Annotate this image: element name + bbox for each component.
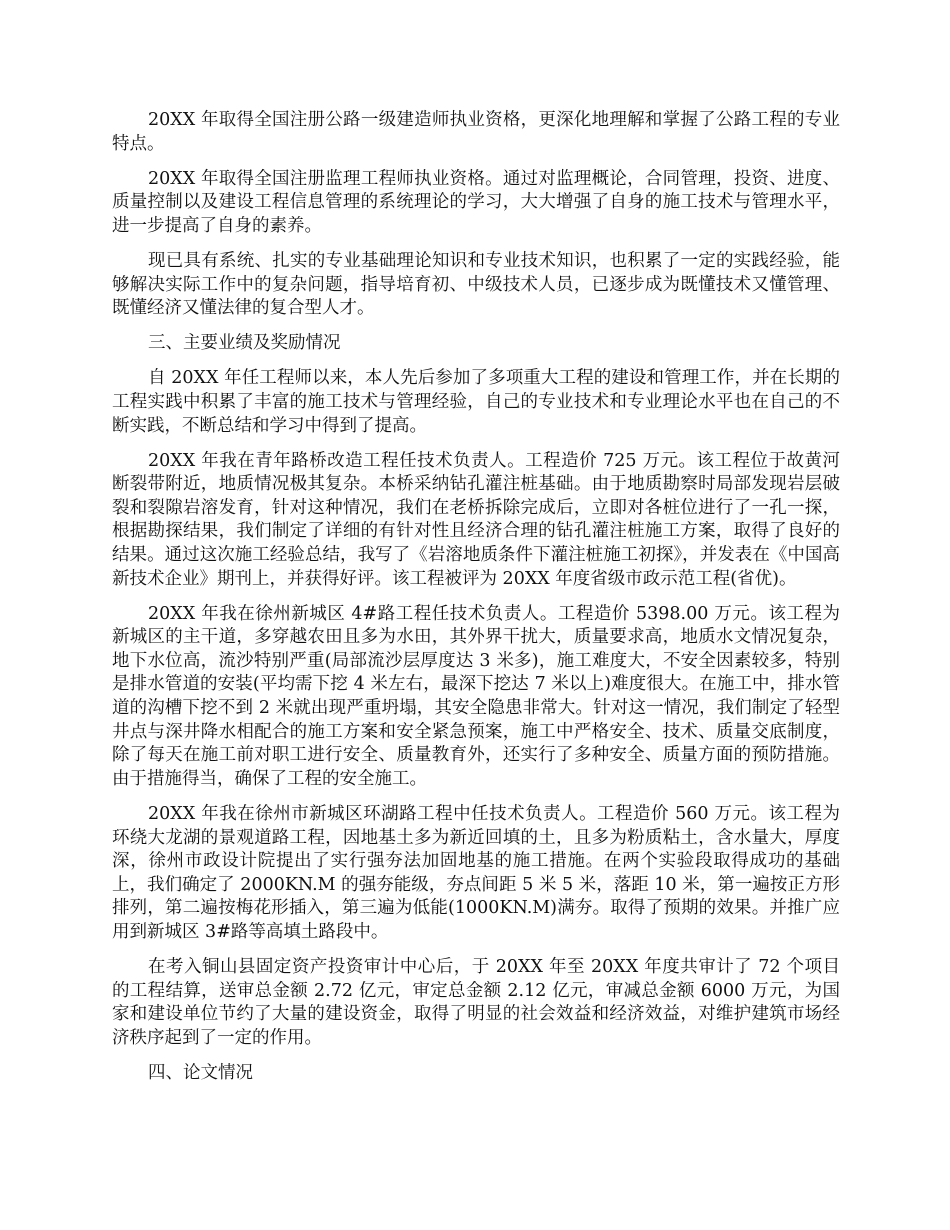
section-heading-achievements: 三、主要业绩及奖励情况: [148, 333, 341, 354]
paragraph-supervision-qualification: 20XX 年取得全国注册监理工程师执业资格。通过对监理概论，合同管理，投资、进度、质量控制以及建设工程信息管理的系统理论的学习，大大增强了自身的施工技术与管理水平，进一步提高了自身的素养。: [112, 168, 840, 236]
document-body: [112, 109, 840, 1097]
paragraph-expertise-summary: 现已具有系统、扎实的专业基础理论知识和专业技术知识，也积累了一定的实践经验，能够解决实际工作中的复杂问题，指导培育初、中级技术人员，已逐步成为既懂技术又懂管理、既懂经济又懂法律的复合型人才。: [112, 250, 840, 319]
paragraph-audit-work: 在考入铜山县固定资产投资审计中心后，于 20XX 年至 20XX 年度共审计了 72 个项目的工程结算，送审总金额 2.72 亿元，审定总金额 2.12 亿元，审减总金额 6000 万元，为国家和建设单位节约了大量的建设资金，取得了明显的社会效益和经济效益，对维护建筑市场经济秩序起到了一定的作用。: [112, 957, 840, 1048]
paragraph-lake-road-project: 20XX 年我在徐州市新城区环湖路工程中任技术负责人。工程造价 560 万元。该工程为环绕大龙湖的景观道路工程，因地基土多为新近回填的土，且多为粉质粘土，含水量大，厚度深，徐州市政设计院提出了实行强夯法加固地基的施工措施。在两个实验段取得成功的基础上，我们确定了 2000KN.M 的强夯能级，夯点间距 5 米 5 米，落距 10 米，第一遍按正方形排列，第二遍按梅花形插入，第三遍为低能(1000KN.M)满夯。取得了预期的效果。并推广应用到新城区 3#路等高填土路段中。: [112, 803, 840, 942]
section-heading-papers: 四、论文情况: [148, 1062, 253, 1083]
paragraph-career-intro: 自 20XX 年任工程师以来，本人先后参加了多项重大工程的建设和管理工作，并在长期的工程实践中积累了丰富的施工技术与管理经验，自己的专业技术和专业理论水平也在自己的不断实践，不断总结和学习中得到了提高。: [112, 368, 840, 436]
paragraph-highway-qualification: 20XX 年取得全国注册公路一级建造师执业资格，更深化地理解和掌握了公路工程的专业特点。: [112, 110, 840, 154]
paragraph-road4-project: 20XX 年我在徐州新城区 4#路工程任技术负责人。工程造价 5398.00 万元。该工程为新城区的主干道，多穿越农田且多为水田，其外界干扰大，质量要求高，地质水文情况复杂，地下水位高，流沙特别严重(局部流沙层厚度达 3 米多)，施工难度大，不安全因素较多，特别是排水管道的安装(平均需下挖 4 米左右，最深下挖达 7 米以上)难度很大。在施工中，排水管道的沟槽下挖不到 2 米就出现严重坍塌，其安全隐患非常大。针对这一情况，我们制定了轻型井点与深井降水相配合的施工方案和安全紧急预案，施工中严格安全、技术、质量交底制度，除了每天在施工前对职工进行安全、质量教育外，还实行了多种安全、质量方面的预防措施。由于措施得当，确保了工程的安全施工。: [112, 603, 840, 789]
paragraph-bridge-project: 20XX 年我在青年路桥改造工程任技术负责人。工程造价 725 万元。该工程位于故黄河断裂带附近，地质情况极其复杂。本桥采纳钻孔灌注桩基础。由于地质勘察时局部发现岩层破裂和裂隙岩溶发育，针对这种情况，我们在老桥拆除完成后，立即对各桩位进行了一孔一探，根据勘探结果，我们制定了详细的有针对性且经济合理的钻孔灌注桩施工方案，取得了良好的结果。通过这次施工经验总结，我写了《岩溶地质条件下灌注桩施工初探》，并发表在《中国高新技术企业》期刊上，并获得好评。该工程被评为 20XX 年度省级市政示范工程(省优)。: [112, 450, 840, 589]
